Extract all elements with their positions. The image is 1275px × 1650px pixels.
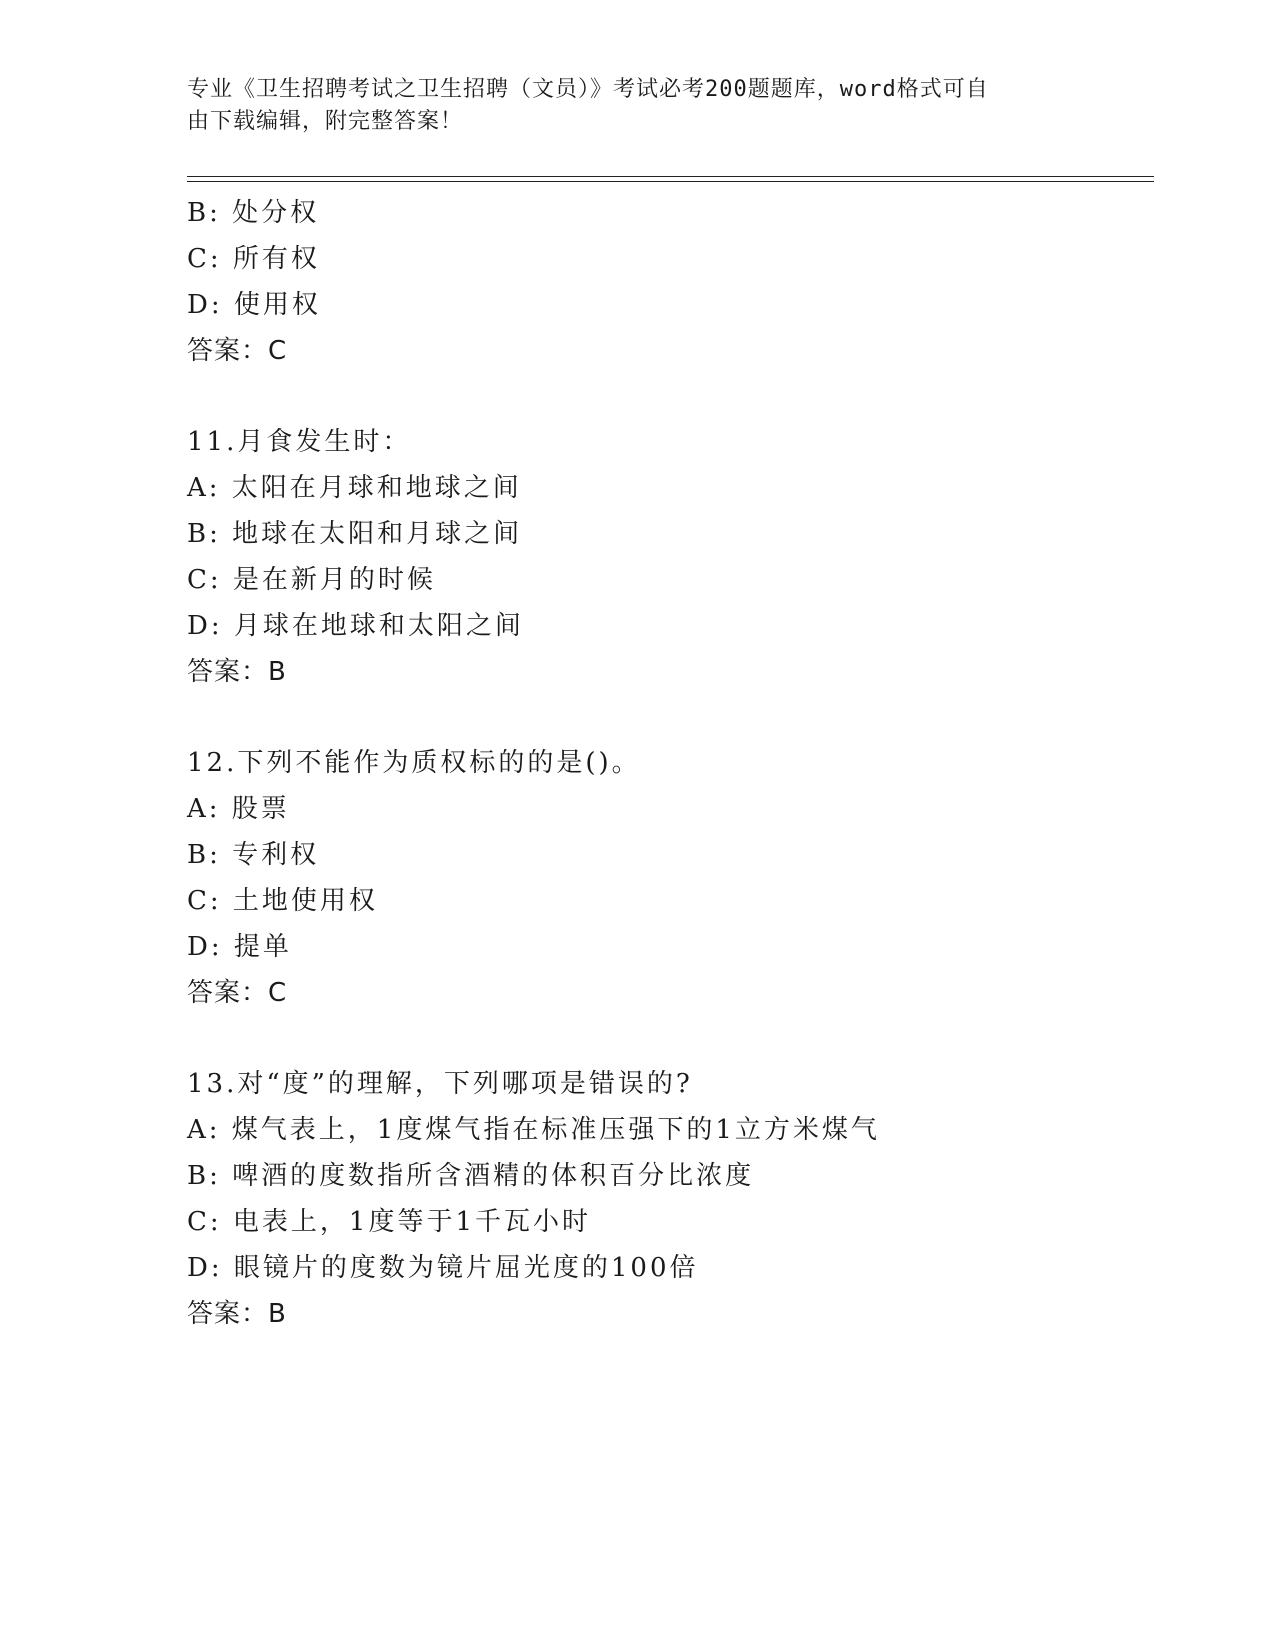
document-header: [187, 74, 1077, 138]
header-divider-bottom: [187, 181, 1154, 182]
header-line-1: 专业《卫生招聘考试之卫生招聘（文员）》考试必考200题题库，word格式可自: [187, 77, 989, 102]
option-c: C: 是在新月的时候: [187, 565, 436, 595]
option-a: A: 股票: [187, 794, 290, 824]
option-a: A: 太阳在月球和地球之间: [187, 473, 522, 503]
question-block-11: [187, 419, 1154, 695]
answer-line: 答案：B: [187, 657, 287, 687]
question-text: 12.下列不能作为质权标的的是()。: [187, 748, 641, 778]
option-b: B: 地球在太阳和月球之间: [187, 519, 523, 549]
option-d: D: 眼镜片的度数为镜片屈光度的100倍: [187, 1253, 699, 1283]
answer-line: 答案：B: [187, 1299, 287, 1329]
header-divider-top: [187, 176, 1154, 177]
option-a: A: 煤气表上，1度煤气指在标准压强下的1立方米煤气: [187, 1115, 880, 1145]
option-d: D: 使用权: [187, 290, 321, 320]
option-b: B: 专利权: [187, 840, 320, 870]
question-block-13: [187, 1061, 1154, 1337]
question-text: 13.对“度”的理解，下列哪项是错误的?: [187, 1069, 693, 1099]
option-c: C: 土地使用权: [187, 886, 378, 916]
option-d: D: 提单: [187, 932, 292, 962]
option-c: C: 电表上，1度等于1千瓦小时: [187, 1207, 592, 1237]
option-c: C: 所有权: [187, 244, 320, 274]
header-line-2: 由下载编辑，附完整答案！: [187, 109, 464, 134]
question-text: 11.月食发生时：: [187, 427, 412, 457]
option-b: B: 啤酒的度数指所含酒精的体积百分比浓度: [187, 1161, 755, 1191]
question-block-10-tail: [187, 190, 1154, 374]
answer-line: 答案：C: [187, 336, 288, 366]
option-b: B: 处分权: [187, 198, 320, 228]
question-block-12: [187, 740, 1154, 1016]
option-d: D: 月球在地球和太阳之间: [187, 611, 524, 641]
answer-line: 答案：C: [187, 978, 288, 1008]
question-list: [187, 190, 1154, 1337]
